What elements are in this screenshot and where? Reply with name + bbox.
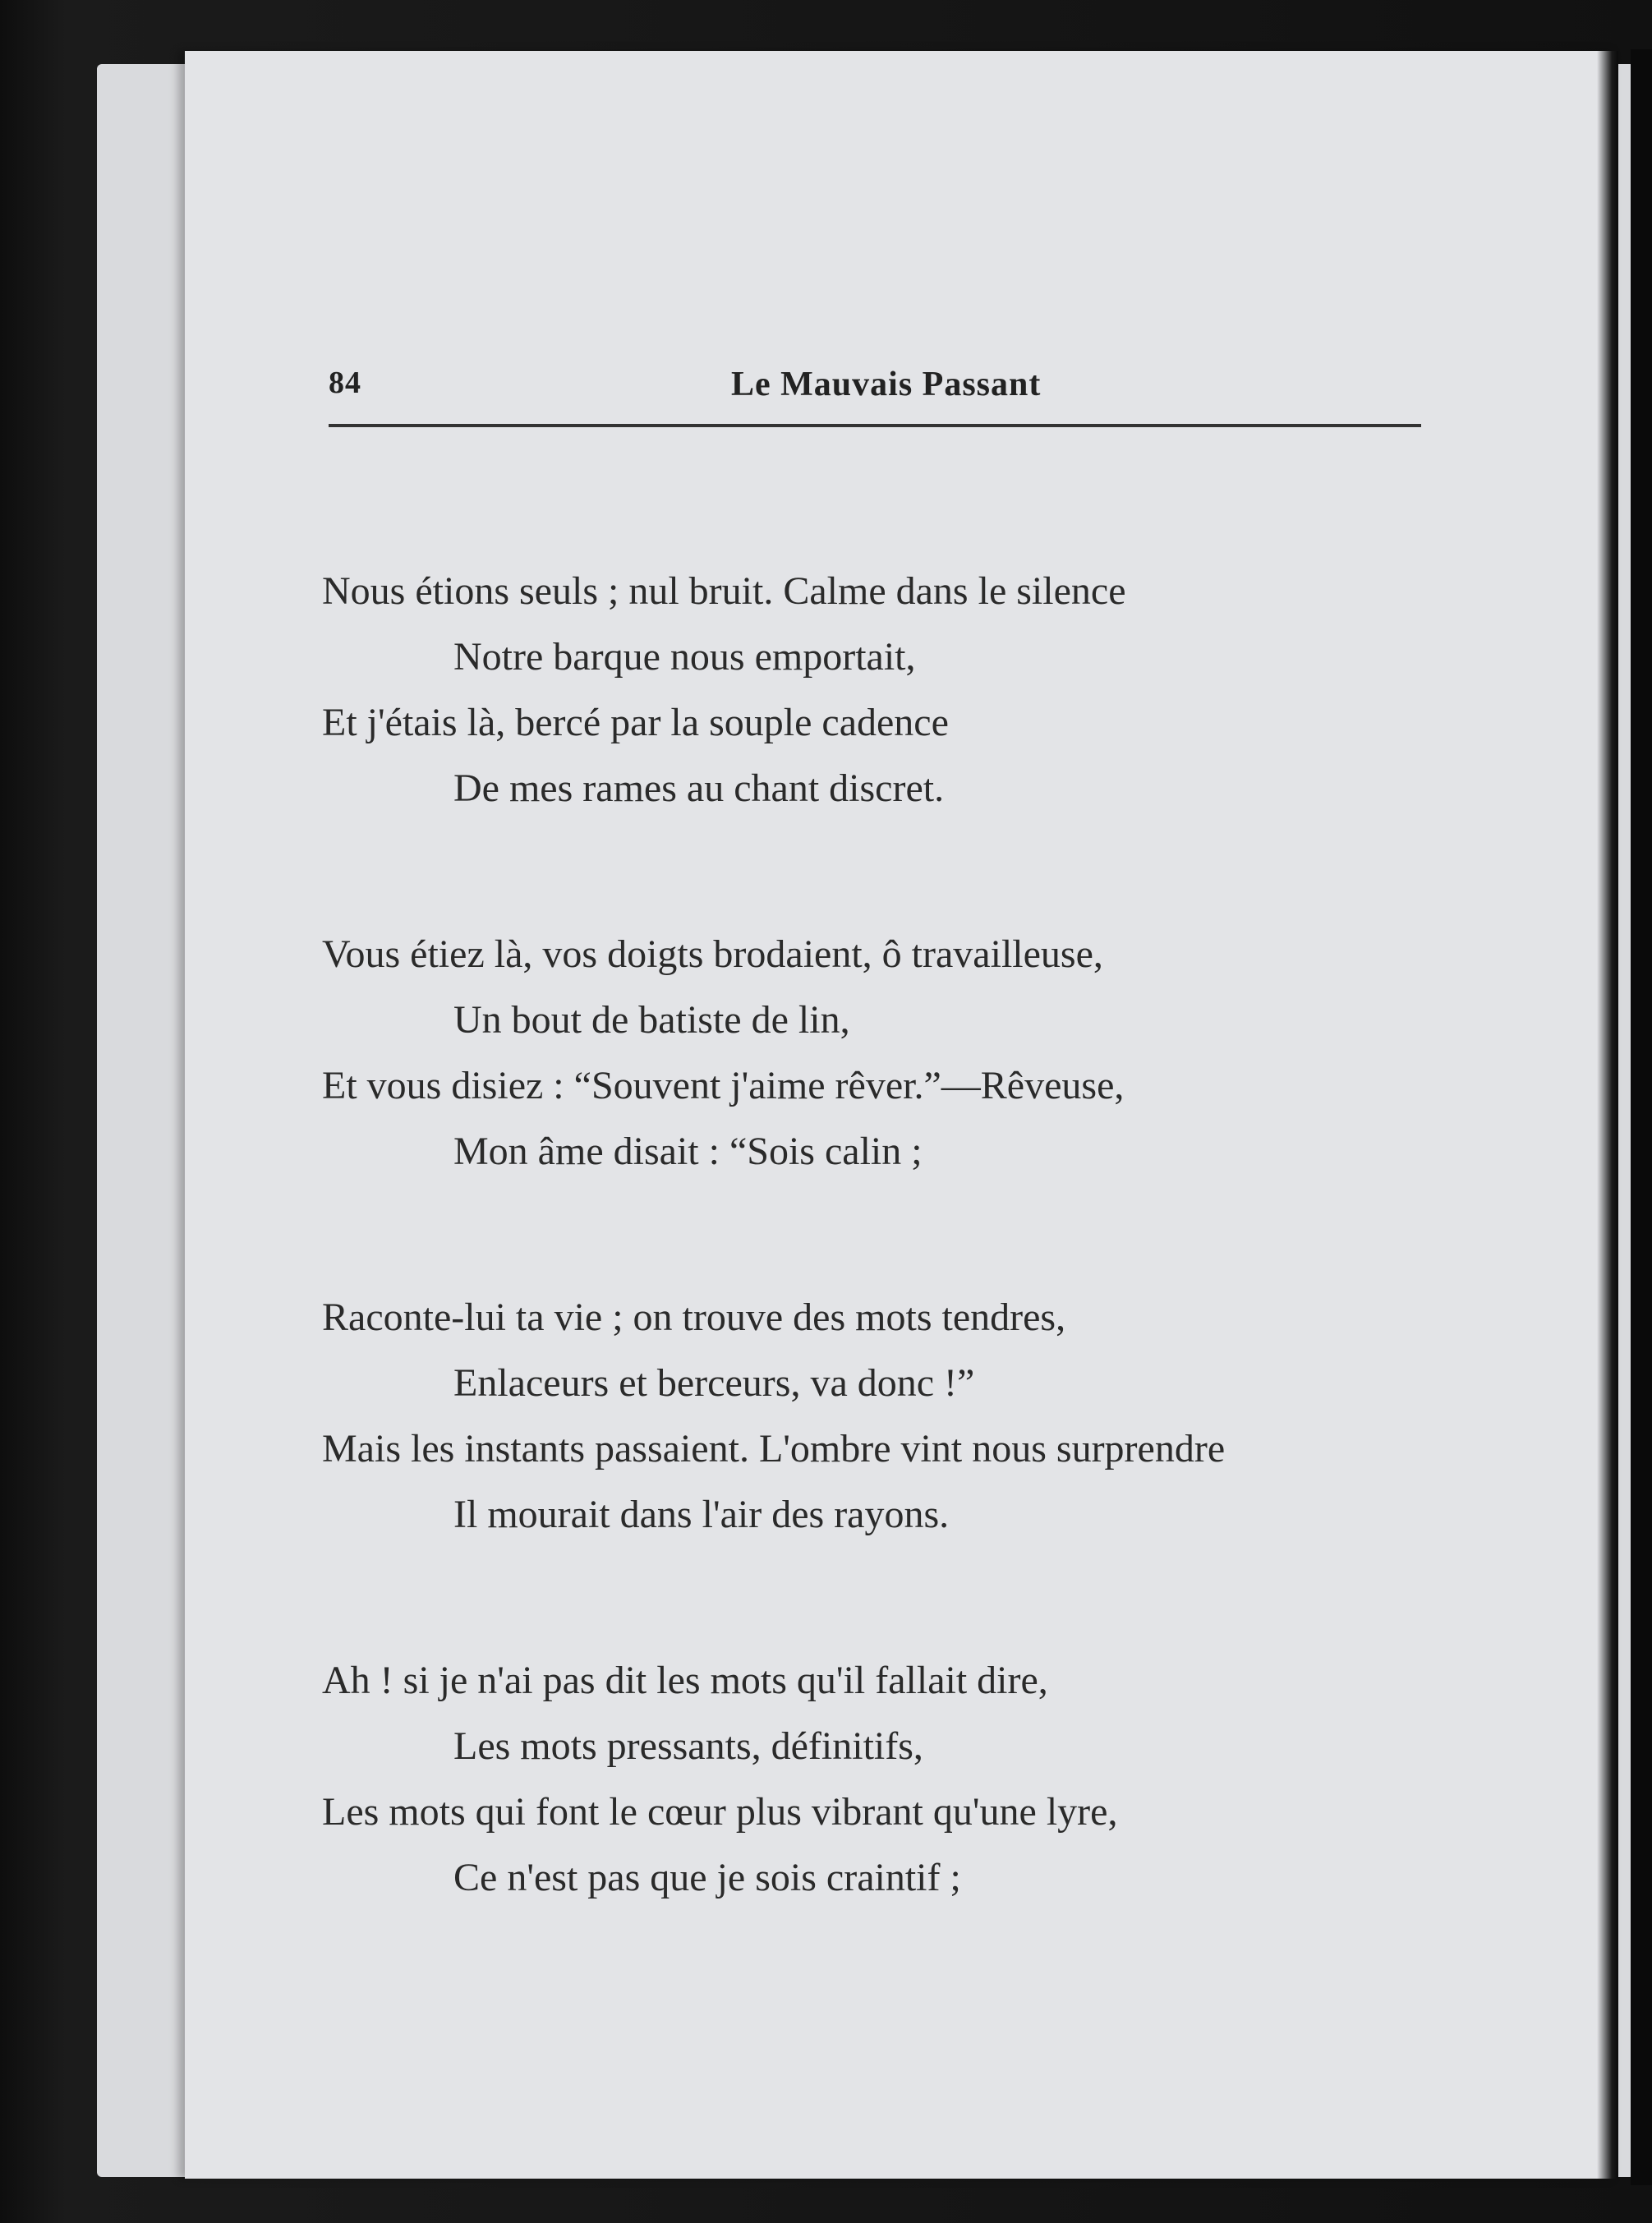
page-number: 84 <box>329 366 361 400</box>
stanza-3 <box>322 1285 1604 1548</box>
poem-line: Les mots pressants, définitifs, <box>453 1724 923 1768</box>
poem-line: Et vous disiez : “Souvent j'aime rêver.”—Rêveuse, <box>322 1064 1125 1107</box>
poem-line: Un bout de batiste de lin, <box>453 998 850 1042</box>
stanza-1 <box>322 559 1604 822</box>
poem-line: Mon âme disait : “Sois calin ; <box>453 1130 923 1173</box>
book-title: Le Mauvais Passant <box>731 366 1042 403</box>
poem-line: Les mots qui font le cœur plus vibrant qu'une lyre, <box>322 1790 1118 1834</box>
binding-edge <box>1631 49 1652 2185</box>
poem-line: Vous étiez là, vos doigts brodaient, ô travailleuse, <box>322 932 1103 976</box>
poem-line: Notre barque nous emportait, <box>453 635 916 679</box>
poem-line: Ce n'est pas que je sois craintif ; <box>453 1856 961 1899</box>
running-head <box>329 365 1405 414</box>
poem-line: Raconte-lui ta vie ; on trouve des mots tendres, <box>322 1296 1066 1339</box>
poem-line: Il mourait dans l'air des rayons. <box>453 1493 950 1536</box>
poem-line: Mais les instants passaient. L'ombre vint nous surprendre <box>322 1427 1226 1470</box>
poem-body <box>322 559 1604 1911</box>
poem-line: Et j'étais là, bercé par la souple cadence <box>322 701 949 744</box>
header-rule <box>329 424 1421 427</box>
poem-line: Enlaceurs et berceurs, va donc !” <box>453 1361 975 1405</box>
stanza-2 <box>322 922 1604 1185</box>
stanza-4 <box>322 1648 1604 1911</box>
poem-line: Ah ! si je n'ai pas dit les mots qu'il fallait dire, <box>322 1659 1048 1702</box>
poem-line: De mes rames au chant discret. <box>453 766 945 810</box>
poem-line: Nous étions seuls ; nul bruit. Calme dans le silence <box>322 569 1126 613</box>
